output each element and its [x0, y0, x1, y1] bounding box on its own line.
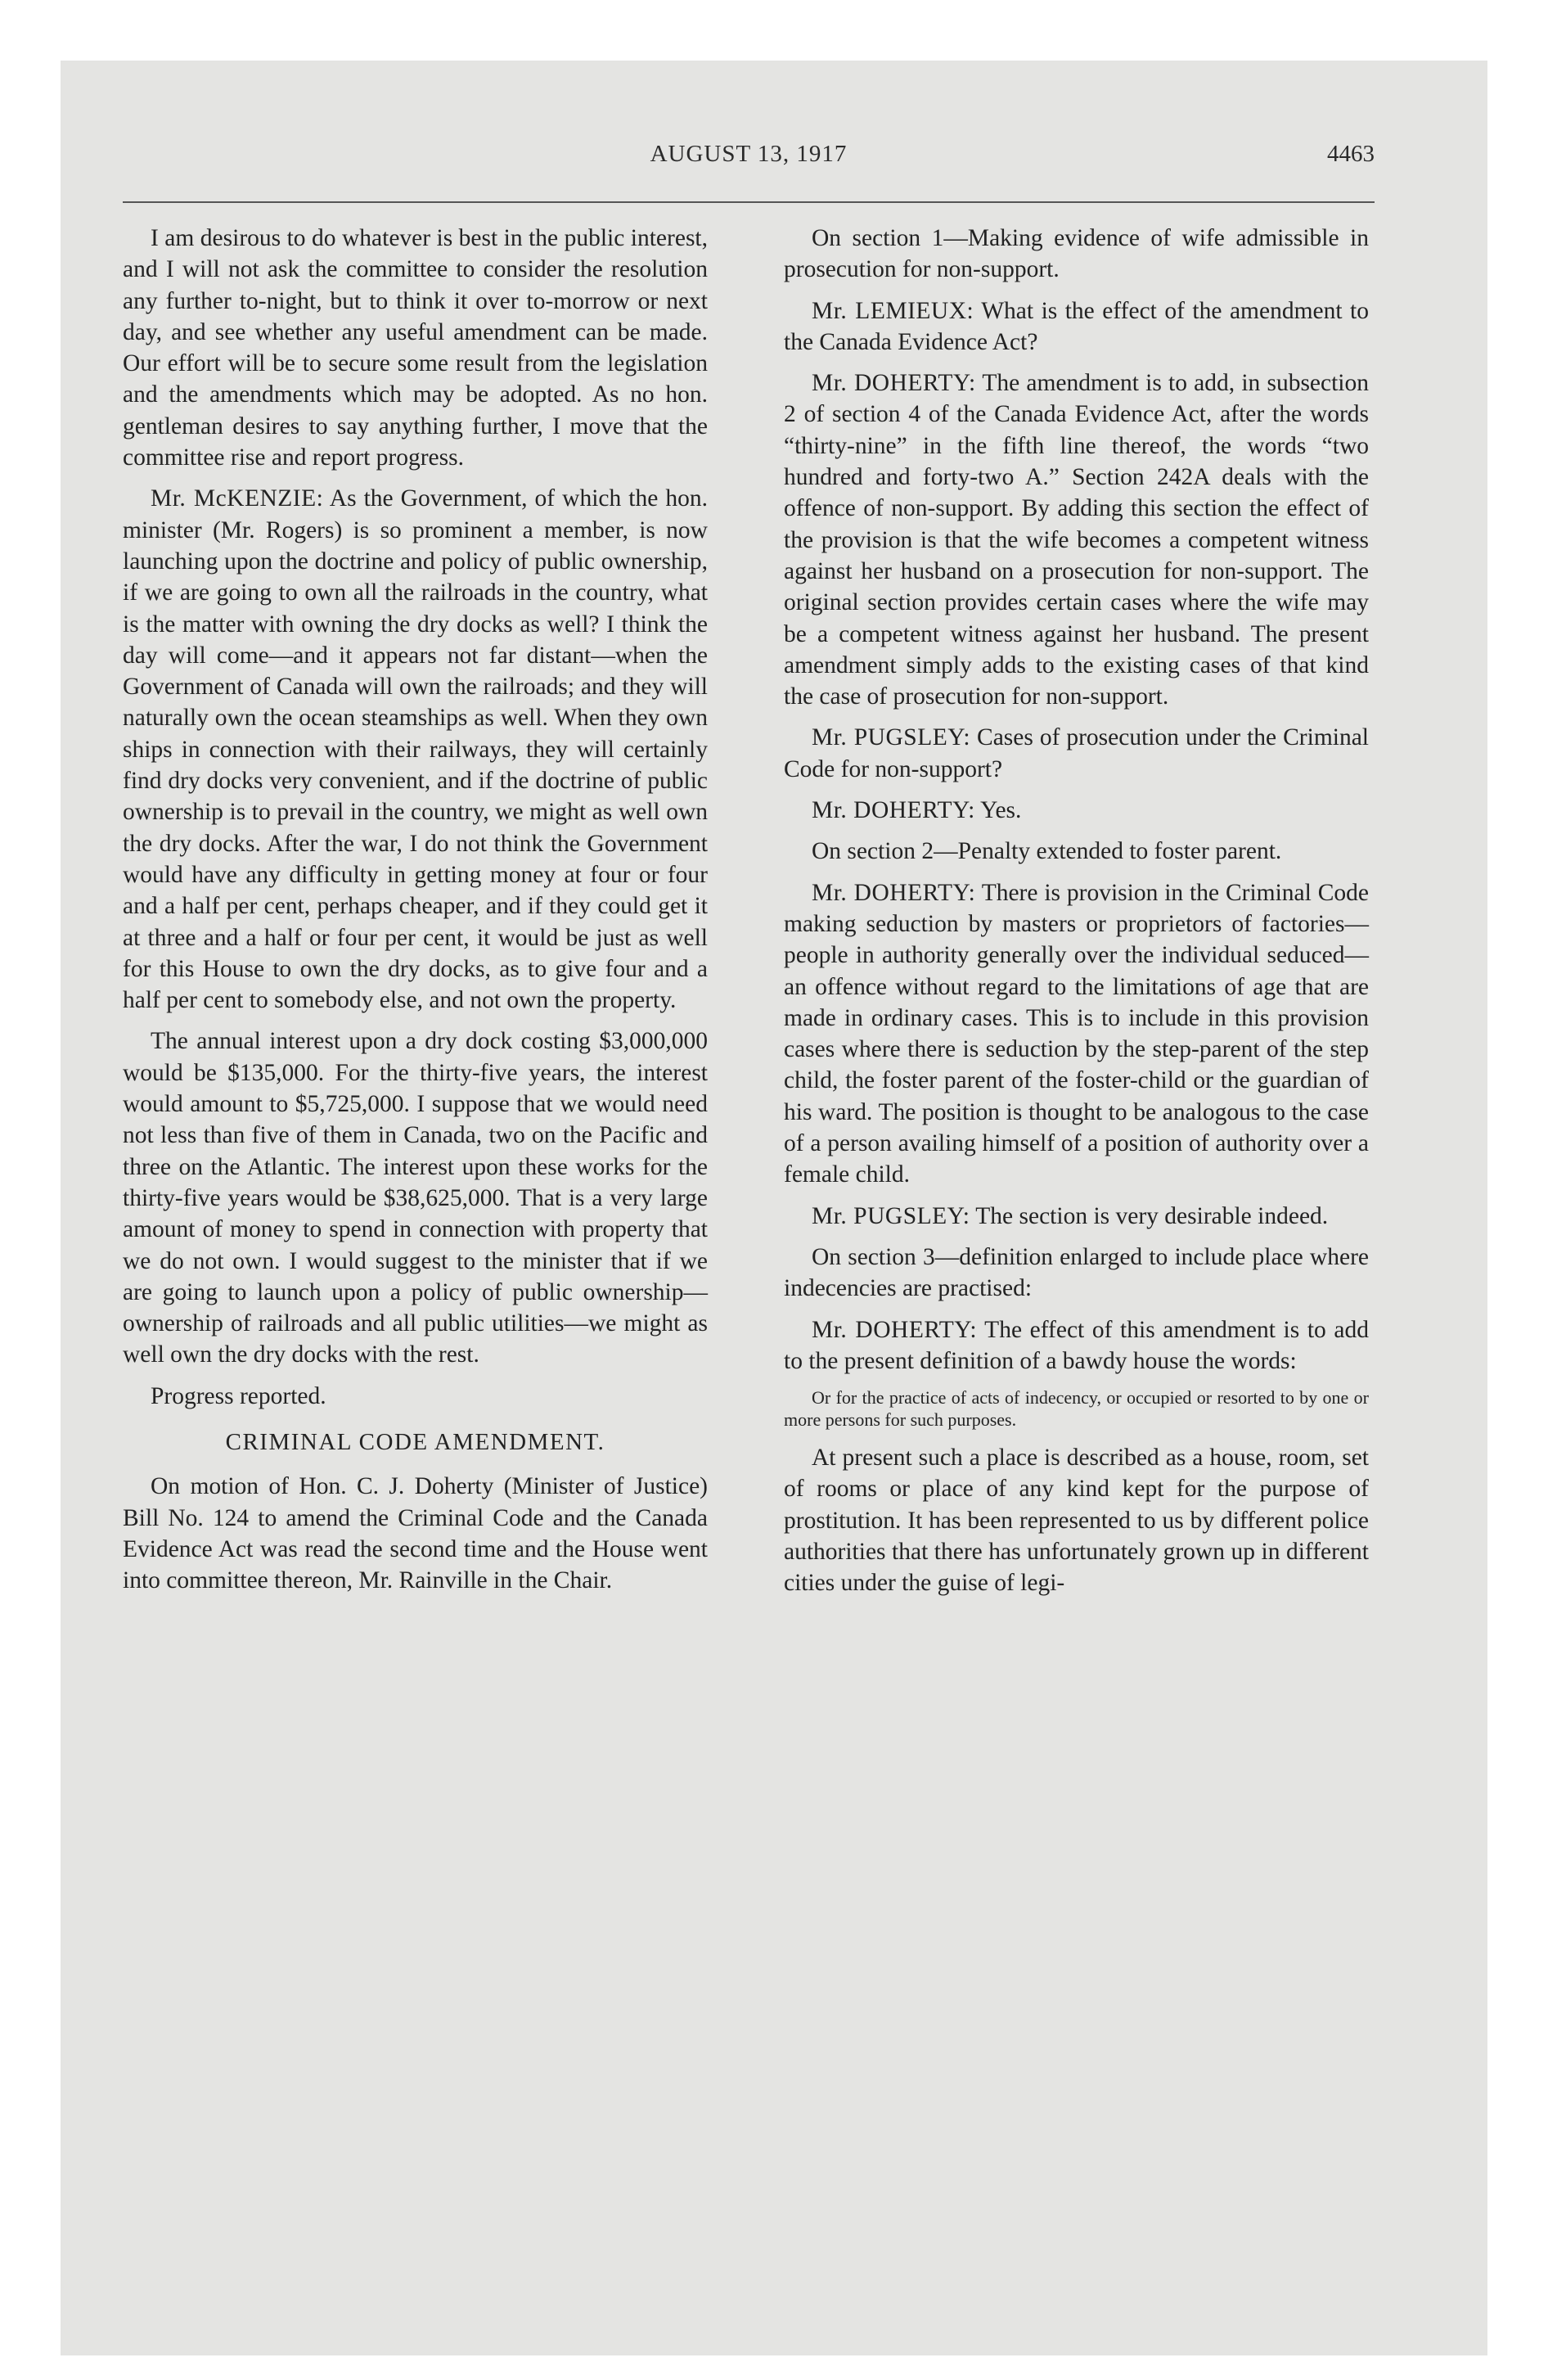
speech-text: Yes.	[980, 797, 1022, 824]
paragraph	[784, 295, 1369, 358]
speech-text: The amendment is to add, in subsection 2 of section 4 of the Canada Evidence Act, after the words “thirty-nine” in the fifth line thereof, the words “two hundred and forty-two A.” Section 242A deals with the offence of non-support. By adding this section the effect of the provision is that the wife becomes a competent witness against her husband on a prosecution for non-support. The original section provides certain cases where the wife may be a competent witness against her husband. The present amendment simply adds to the existing cases of that kind the case of prosecution for non-support.	[784, 370, 1370, 710]
quoted-amendment: Or for the practice of acts of indecency, or occupied or resorted to by one or more persons for such purposes.	[784, 1387, 1369, 1431]
speech-text: The effect of this amendment is to add to the present definition of a bawdy house the words:	[784, 1316, 1369, 1374]
speech-text: Cases of prosecution under the Criminal Code for non-support?	[784, 724, 1369, 782]
speaker-name: Mr. DOHERTY:	[812, 797, 975, 824]
paragraph	[123, 483, 708, 1016]
page-date: AUGUST 13, 1917	[650, 141, 848, 167]
header-rule	[123, 201, 1375, 203]
page-number: 4463	[1327, 141, 1375, 167]
speech-text: What is the effect of the amendment to the Canada Evidence Act?	[784, 297, 1370, 355]
right-column	[784, 223, 1369, 2162]
speaker-name: Mr. DOHERTY:	[812, 370, 976, 397]
paragraph: On motion of Hon. C. J. Doherty (Minister of Justice) Bill No. 124 to amend the Criminal Code and the Canada Evidence Act was read the second time and the House went into committee thereon, Mr. Rainville in the Chair.	[123, 1473, 708, 1594]
speech-text: The section is very desirable indeed.	[975, 1202, 1329, 1229]
paragraph: Progress reported.	[151, 1382, 326, 1409]
paragraph: On section 1—Making evidence of wife admissible in prosecution for non-support.	[784, 225, 1369, 283]
paragraph	[784, 722, 1369, 785]
speaker-name: Mr. McKENZIE:	[151, 485, 324, 512]
speaker-name: Mr. LEMIEUX:	[812, 297, 974, 324]
speaker-name: Mr. PUGSLEY:	[812, 1202, 970, 1229]
speaker-name: Mr. PUGSLEY:	[812, 724, 971, 751]
paragraph	[784, 795, 1369, 826]
paragraph	[784, 367, 1369, 712]
paragraph: At present such a place is described as a house, room, set of rooms or place of any kind kept for the purpose of prostitution. It has been represented to us by different police authorities that there has unfortunately grown up in different cities under the guise of legi-	[784, 1445, 1369, 1597]
paragraph: On section 2—Penalty extended to foster parent.	[812, 838, 1282, 865]
speaker-name: Mr. DOHERTY:	[812, 1316, 978, 1343]
paragraph	[784, 1314, 1369, 1377]
speaker-name: Mr. DOHERTY:	[812, 879, 976, 906]
paragraph: I am desirous to do whatever is best in the public interest, and I will not ask the committee to consider the resolution any further to-night, but to think it over to-morrow or next day, and see whether any useful amendment can be made. Our effort will be to secure some result from the legislation and the amendments which may be adopted. As no hon. gentleman desires to say anything further, I move that the committee rise and report progress.	[123, 225, 708, 471]
paragraph	[784, 877, 1369, 1191]
speech-text: As the Government, of which the hon. minister (Mr. Rogers) is so prominent a member, is now launching upon the doctrine and policy of public ownership, if we are going to own all the railroads in the country, what is the matter with owning the dry docks as well? I think the day will come—and it appears not far distant—when the Government of Canada will own the railroads; and they will naturally own the ocean steamships as well. When they own ships in connection with their railways, they will certainly find dry docks very convenient, and if the doctrine of public ownership is to prevail in the country, we might as well own the dry docks. After the war, I do not think the Government would have any difficulty in getting money at four or four and a half per cent, perhaps cheaper, and if they could get it at three and a half or four per cent, it would be just as well for this House to own the dry docks, as to give four and a half per cent to somebody else, and not own the property.	[123, 485, 709, 1014]
paragraph: On section 3—definition enlarged to include place where indecencies are practised:	[784, 1243, 1369, 1302]
speech-text: There is provision in the Criminal Code making seduction by masters or proprietors of factories—people in authority generally over the individual seduced— an offence without regard to the limitations of age that are made in ordinary cases. This is to include in this provision cases where there is seduction by the step-parent of the step child, the foster parent of the foster-child or the guardian of his ward. The position is thought to be analogous to the case of a person availing himself of a position of authority over a female child.	[784, 879, 1369, 1188]
paragraph: The annual interest upon a dry dock costing $3,000,000 would be $135,000. For the thirty-five years, the interest would amount to $5,725,000. I suppose that we would need not less than five of them in Canada, two on the Pacific and three on the Atlantic. The interest upon these works for the thirty-five years would be $38,625,000. That is a very large amount of money to spend in connection with property that we do not own. I would suggest to the minister that if we are going to launch upon a policy of public ownership—ownership of railroads and all public utilities—we might as well own the dry docks with the rest.	[123, 1028, 708, 1368]
section-heading: CRIMINAL CODE AMENDMENT.	[225, 1428, 605, 1455]
paragraph	[784, 1201, 1369, 1232]
left-column	[123, 223, 708, 2162]
page-header	[123, 141, 1375, 174]
